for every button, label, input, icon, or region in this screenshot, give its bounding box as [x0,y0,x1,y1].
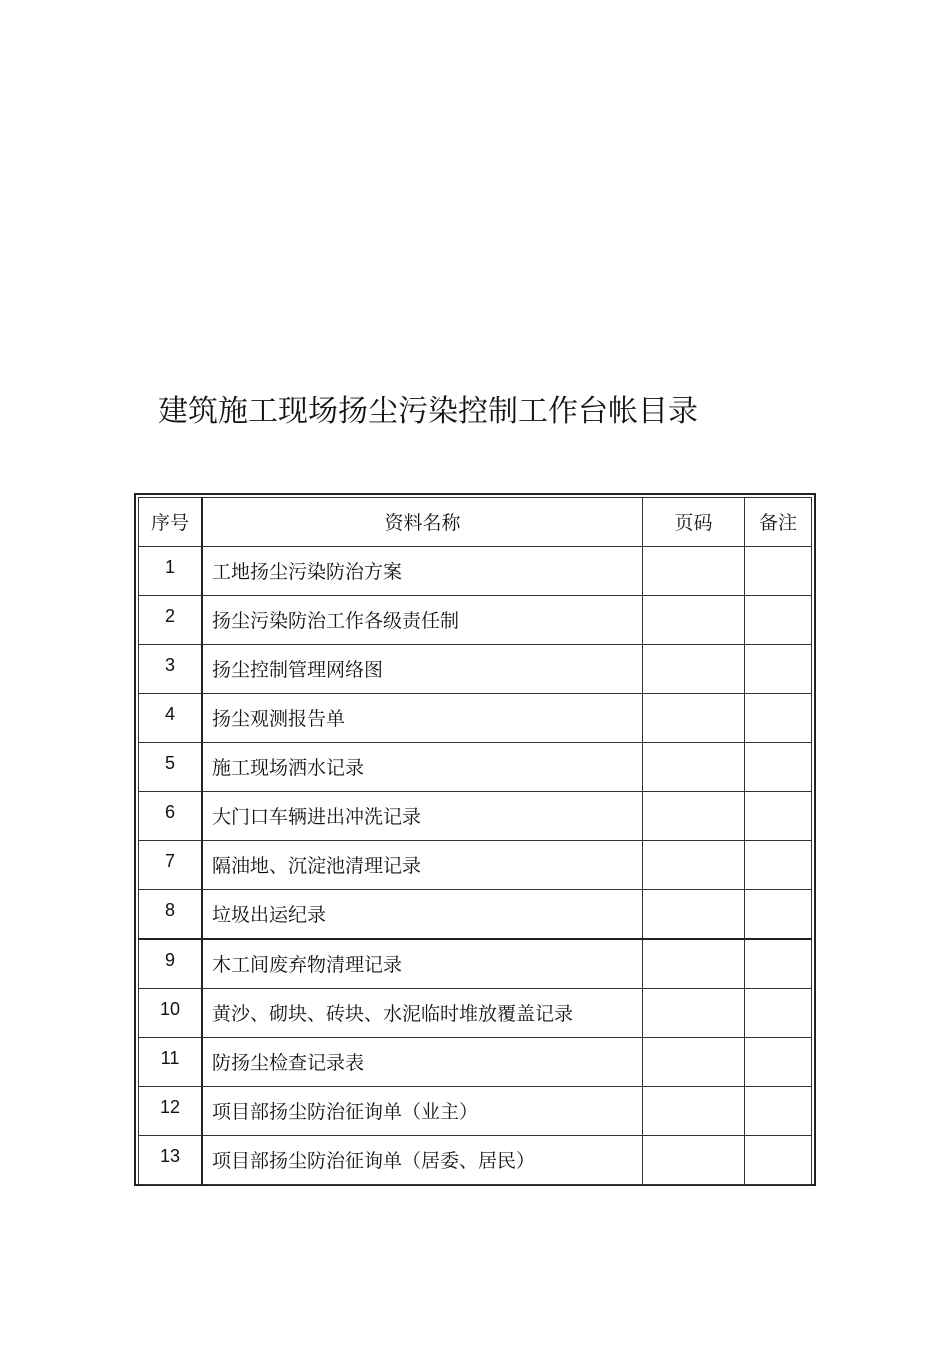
row-note-cell [745,596,812,645]
row-name: 项目部扬尘防治征询单（居委、居民） [212,1150,536,1172]
row-page-cell [643,1038,745,1087]
row-page [643,743,744,753]
row-number: 6 [164,802,175,822]
row-number: 3 [164,655,175,675]
row-number: 4 [164,704,175,724]
row-number-cell [139,890,203,940]
row-name-cell [202,1038,643,1087]
row-note [745,1038,811,1048]
row-name-cell [202,743,643,792]
row-number-cell [139,841,203,890]
row-page [643,547,744,557]
row-name-cell [202,547,643,596]
table-row [139,841,812,890]
row-note [745,841,811,851]
row-name-cell [202,792,643,841]
row-page [643,694,744,704]
table-row [139,547,812,596]
row-name: 施工现场洒水记录 [212,757,365,779]
row-name: 防扬尘检查记录表 [212,1052,365,1074]
row-name-cell [202,989,643,1038]
catalog-table-frame [134,493,816,1186]
row-page [643,1038,744,1048]
row-page [643,1136,744,1146]
row-note [745,1087,811,1097]
row-page-cell [643,890,745,940]
row-name-cell [202,1087,643,1136]
header-serial-number [139,498,203,547]
row-number: 2 [164,606,175,626]
header-remarks [745,498,812,547]
header-document-name-label: 资料名称 [384,512,461,534]
row-number-cell [139,1038,203,1087]
row-page-cell [643,1136,745,1185]
row-name: 项目部扬尘防治征询单（业主） [212,1101,479,1123]
row-name: 扬尘污染防治工作各级责任制 [212,610,460,632]
row-number-cell [139,547,203,596]
row-number: 10 [159,999,181,1019]
row-name: 大门口车辆进出冲洗记录 [212,806,422,828]
row-number-cell [139,743,203,792]
row-note [745,940,811,950]
row-name: 隔油地、沉淀池清理记录 [212,855,422,877]
row-number-cell [139,645,203,694]
row-number: 7 [164,851,175,871]
row-note [745,792,811,802]
row-page-cell [643,939,745,989]
row-note [745,694,811,704]
row-page-cell [643,841,745,890]
row-name: 木工间废弃物清理记录 [212,954,403,976]
row-page [643,596,744,606]
row-name-cell [202,1136,643,1185]
table-row [139,939,812,989]
row-name-cell [202,841,643,890]
table-row [139,743,812,792]
table-header-row [139,498,812,547]
row-page [643,989,744,999]
table-row [139,792,812,841]
row-note-cell [745,1087,812,1136]
table-row [139,596,812,645]
row-page-cell [643,645,745,694]
table-row [139,1136,812,1185]
row-name: 扬尘观测报告单 [212,708,346,730]
row-number-cell [139,939,203,989]
row-page-cell [643,596,745,645]
row-page [643,890,744,900]
table-row [139,989,812,1038]
row-number: 9 [164,950,175,970]
header-remarks-label: 备注 [758,512,797,534]
row-note [745,989,811,999]
row-number: 1 [164,557,175,577]
row-number: 5 [164,753,175,773]
row-page-cell [643,989,745,1038]
table-row [139,890,812,940]
row-page [643,1087,744,1097]
row-page-cell [643,694,745,743]
row-number-cell [139,596,203,645]
table-row [139,1087,812,1136]
row-note-cell [745,1038,812,1087]
header-document-name [202,498,643,547]
row-number: 12 [159,1097,181,1117]
row-note-cell [745,547,812,596]
row-name-cell [202,890,643,940]
row-note [745,645,811,655]
header-page-number [643,498,745,547]
row-name-cell [202,645,643,694]
row-page [643,792,744,802]
table-row [139,645,812,694]
row-name: 垃圾出运纪录 [212,904,327,926]
row-name: 工地扬尘污染防治方案 [212,561,403,583]
row-page [643,940,744,950]
row-number: 8 [164,900,175,920]
row-note-cell [745,792,812,841]
row-number: 11 [160,1048,180,1068]
row-note-cell [745,645,812,694]
row-note-cell [745,1136,812,1185]
row-name-cell [202,694,643,743]
row-number-cell [139,989,203,1038]
row-name-cell [202,939,643,989]
row-note [745,1136,811,1146]
row-note-cell [745,939,812,989]
row-name-cell [202,596,643,645]
row-page [643,645,744,655]
row-page [643,841,744,851]
catalog-table [138,497,812,1185]
row-page-cell [643,1087,745,1136]
row-name: 黄沙、砌块、砖块、水泥临时堆放覆盖记录 [212,1003,574,1025]
row-number: 13 [159,1146,181,1166]
row-note-cell [745,841,812,890]
row-note [745,547,811,557]
row-page-cell [643,547,745,596]
row-page-cell [643,743,745,792]
row-number-cell [139,1136,203,1185]
page-title: 建筑施工现场扬尘污染控制工作台帐目录 [158,394,698,429]
row-note-cell [745,890,812,940]
row-note [745,596,811,606]
row-note [745,743,811,753]
header-page-number-label: 页码 [674,512,713,534]
row-number-cell [139,694,203,743]
row-name: 扬尘控制管理网络图 [212,659,384,681]
row-note-cell [745,694,812,743]
row-note [745,890,811,900]
row-note-cell [745,743,812,792]
row-number-cell [139,792,203,841]
header-serial-number-label: 序号 [150,512,189,534]
row-note-cell [745,989,812,1038]
table-row [139,1038,812,1087]
row-number-cell [139,1087,203,1136]
table-row [139,694,812,743]
row-page-cell [643,792,745,841]
